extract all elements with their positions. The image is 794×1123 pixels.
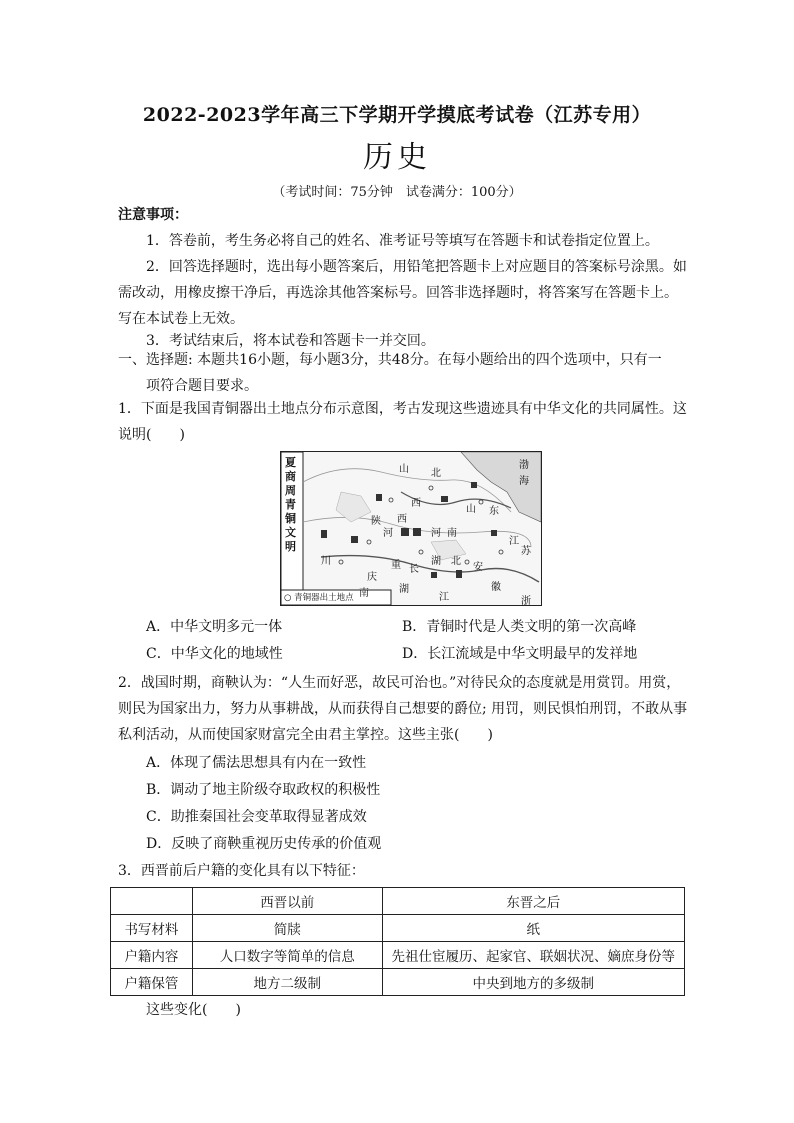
table-row bbox=[111, 942, 685, 969]
map-illustration bbox=[281, 452, 541, 605]
q2-option-c: C．助推秦国社会变革取得显著成效 bbox=[146, 809, 367, 825]
table-header-cell bbox=[111, 888, 193, 915]
map-region-label: 渤 bbox=[519, 460, 529, 471]
question-1-stem: 1．下面是我国青铜器出土地点分布示意图，考古发现这些遗迹具有中华文化的共同属性。这说明( ) bbox=[118, 401, 687, 443]
table-cell: 先祖仕宦履历、起家官、联姻状况、嫡庶身份等 bbox=[382, 942, 684, 969]
q2-option-a: A．体现了儒法思想具有内在一致性 bbox=[146, 755, 367, 771]
q1-option-c: C．中华文化的地域性 bbox=[146, 646, 283, 662]
table-header-row bbox=[111, 888, 685, 915]
map-region-label: 浙 bbox=[521, 596, 531, 606]
exam-title: 2022-2023学年高三下学期开学摸底考试卷（江苏专用） bbox=[142, 104, 652, 126]
map-region-label: 河 bbox=[431, 528, 441, 539]
notice-item-2: 2．回答选择题时，选出每小题答案后，用铅笔把答题卡上对应题目的答案标号涂黑。如需改动，用橡皮擦干净后，再选涂其他答案标号。回答非选择题时，将答案写在答题卡上。写在本试卷上无效。 bbox=[118, 259, 687, 327]
exam-info: （考试时间：75分钟 试卷满分：100分） bbox=[272, 185, 522, 200]
table-cell: 户籍内容 bbox=[111, 942, 193, 969]
table-header-cell: 西晋以前 bbox=[192, 888, 382, 915]
map-region-label: 徽 bbox=[491, 582, 501, 593]
map-region-label: 东 bbox=[489, 506, 499, 517]
map-region-label: 西 bbox=[397, 514, 407, 525]
table-cell: 人口数字等简单的信息 bbox=[192, 942, 382, 969]
map-region-label: 西 bbox=[411, 498, 421, 509]
question-3-stem: 3．西晋前后户籍的变化具有以下特征： bbox=[118, 863, 365, 879]
map-region-label: 湖 bbox=[399, 584, 409, 595]
section-line-1: 一、选择题: 本题共16小题，每小题3分，共48分。在每小题给出的四个选项中，只有一 bbox=[118, 352, 662, 368]
map-region-label: 南 bbox=[359, 588, 369, 599]
table-cell: 中央到地方的多级制 bbox=[382, 969, 684, 996]
table-cell: 简牍 bbox=[192, 915, 382, 942]
table-cell: 户籍保管 bbox=[111, 969, 193, 996]
table-row bbox=[111, 969, 685, 996]
bronze-distribution-map bbox=[280, 451, 542, 606]
map-region-label: 江 bbox=[509, 536, 519, 547]
map-region-label: 长 bbox=[409, 564, 419, 575]
question-2-stem: 2．战国时期，商鞅认为：“人生而好恶，故民可治也。”对待民众的态度就是用赏罚。用赏，则民为国家出力，努力从事耕战，从而获得自己想要的爵位; 用罚，则民惧怕刑罚，不敢从事私利活动，从而使国家财富完全由君主掌控。这些主张( ) bbox=[118, 675, 688, 743]
map-region-label: 山 bbox=[399, 464, 409, 475]
table-cell: 地方二级制 bbox=[192, 969, 382, 996]
table-cell: 纸 bbox=[382, 915, 684, 942]
map-side-title: 夏商周青铜文明 bbox=[285, 456, 296, 553]
map-region-label: 江 bbox=[439, 592, 449, 603]
q1-option-d: D．长江流域是中华文明最早的发祥地 bbox=[402, 646, 638, 662]
q1-option-a: A．中华文明多元一体 bbox=[146, 619, 283, 635]
household-register-table bbox=[110, 887, 685, 996]
table-cell: 书写材料 bbox=[111, 915, 193, 942]
notice-item-1: 1．答卷前，考生务必将自己的姓名、准考证号等填写在答题卡和试卷指定位置上。 bbox=[146, 233, 659, 249]
map-region-label: 川 bbox=[321, 556, 331, 567]
table-header-cell: 东晋之后 bbox=[382, 888, 684, 915]
map-region-label: 湖 bbox=[431, 556, 441, 567]
q2-option-b: B．调动了地主阶级夺取政权的积极性 bbox=[146, 782, 381, 798]
map-region-label: 海 bbox=[519, 476, 529, 487]
map-region-label: 北 bbox=[431, 468, 441, 479]
q1-option-b: B．青铜时代是人类文明的第一次高峰 bbox=[402, 619, 637, 635]
section-line-2: 项符合题目要求。 bbox=[146, 378, 258, 394]
map-region-label: 重 bbox=[391, 560, 401, 571]
q2-option-d: D．反映了商鞅重视历史传承的价值观 bbox=[146, 836, 382, 852]
subject-title: 历史 bbox=[363, 140, 431, 175]
map-region-label: 河 bbox=[383, 528, 393, 539]
map-region-label: 苏 bbox=[521, 546, 531, 557]
table-row bbox=[111, 915, 685, 942]
map-region-label: 安 bbox=[473, 562, 483, 573]
notice-item-3: 3．考试结束后，将本试卷和答题卡一并交回。 bbox=[146, 333, 435, 349]
notice-heading: 注意事项： bbox=[118, 207, 188, 223]
map-region-label: 北 bbox=[451, 556, 461, 567]
section-heading bbox=[118, 347, 690, 399]
map-region-label: 南 bbox=[447, 528, 457, 539]
map-region-label: 庆 bbox=[367, 572, 377, 583]
map-region-label: 陕 bbox=[371, 516, 381, 527]
map-legend: ○ 青铜器出土地点 bbox=[284, 593, 354, 603]
map-region-label: 山 bbox=[466, 504, 476, 515]
question-3-after: 这些变化( ) bbox=[146, 1002, 241, 1018]
